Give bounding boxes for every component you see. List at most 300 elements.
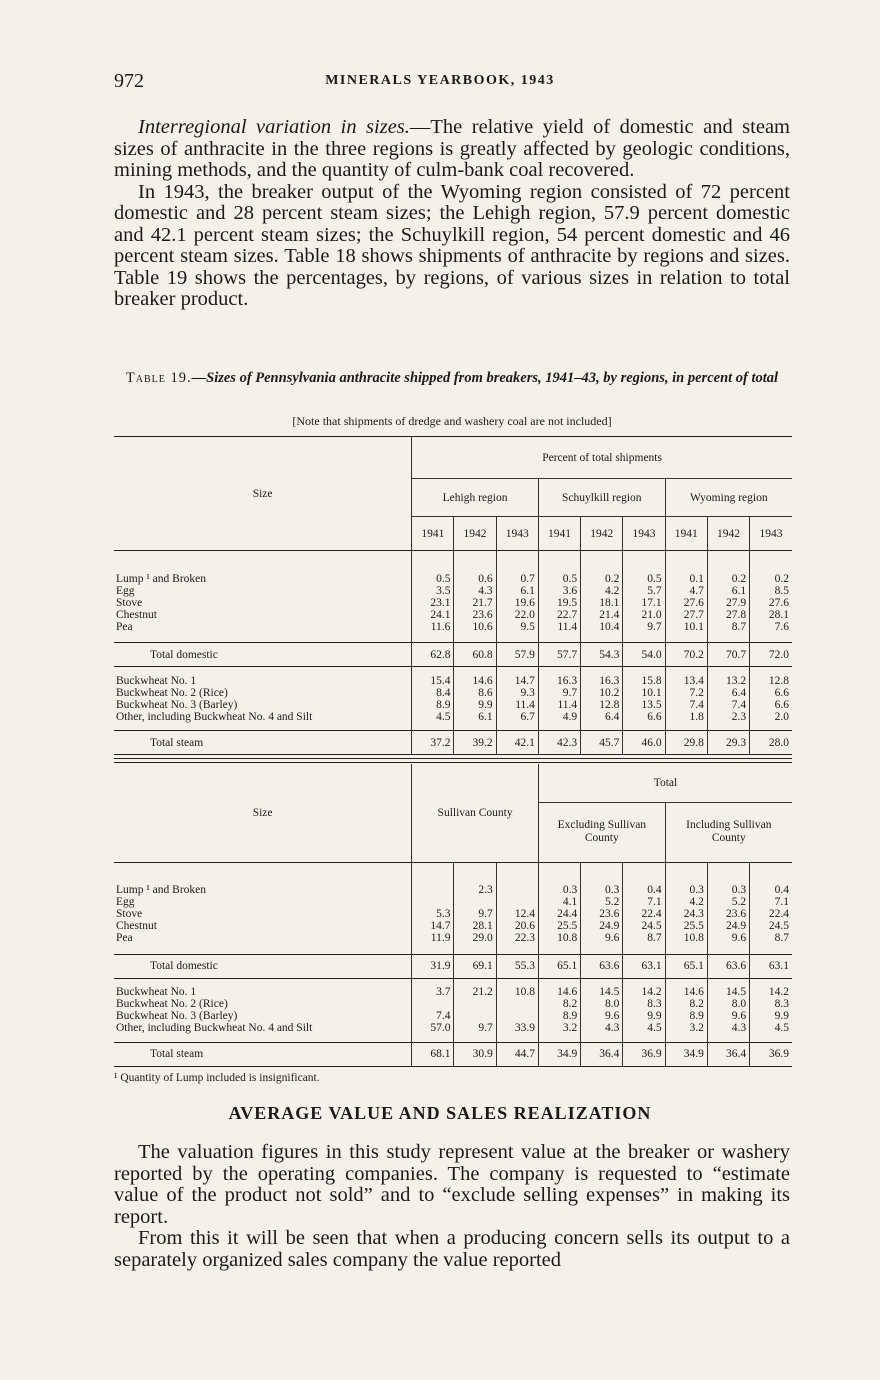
table-cell: 21.4 [581, 609, 623, 621]
spacer-cell [623, 667, 665, 675]
table-cell: 27.8 [707, 609, 749, 621]
table-cell [496, 896, 538, 908]
table-cell: 6.7 [496, 711, 538, 723]
table-cell: 6.4 [707, 687, 749, 699]
year-header: 1943 [750, 517, 792, 551]
table-cell: 5.2 [581, 896, 623, 908]
table-cell: 27.6 [750, 597, 792, 609]
year-header: 1942 [581, 517, 623, 551]
table-cell: 62.8 [412, 643, 454, 667]
table-cell: 9.3 [496, 687, 538, 699]
table-cell: 9.9 [454, 699, 496, 711]
table-cell: 29.3 [707, 731, 749, 755]
total-header: Total [538, 764, 792, 802]
group-header: Percent of total shipments [412, 437, 792, 479]
table-cell: 63.1 [750, 954, 792, 978]
table-cell: 10.1 [665, 621, 707, 633]
spacer-cell [454, 1034, 496, 1042]
table-cell: 18.1 [581, 597, 623, 609]
table-cell [454, 1010, 496, 1022]
table-cell: 4.5 [412, 711, 454, 723]
row-label: Pea [116, 620, 133, 633]
table-cell: 13.4 [665, 675, 707, 687]
table-cell: 12.8 [581, 699, 623, 711]
table-cell: 0.4 [623, 884, 665, 896]
table-cell: 25.5 [665, 920, 707, 932]
spacer-cell [538, 862, 580, 884]
page-number: 972 [114, 70, 144, 92]
table-cell: 19.6 [496, 597, 538, 609]
table-row [114, 908, 792, 920]
table-cell: 27.7 [665, 609, 707, 621]
spacer-cell [623, 944, 665, 954]
table-cell: 54.0 [623, 643, 665, 667]
spacer-cell [750, 723, 792, 731]
table-cell: 0.2 [581, 573, 623, 585]
spacer-cell [496, 862, 538, 884]
spacer-cell [454, 944, 496, 954]
table-row [114, 711, 792, 723]
table-cell: 24.3 [665, 908, 707, 920]
year-header: 1941 [412, 517, 454, 551]
row-label: Stove [116, 908, 143, 920]
table-cell: 0.1 [665, 573, 707, 585]
double-rule [114, 758, 792, 763]
table-cell: 63.6 [581, 954, 623, 978]
table-cell: 63.6 [707, 954, 749, 978]
table-cell: 9.9 [623, 1010, 665, 1022]
spacer-cell [114, 944, 412, 954]
table-cell: 30.9 [454, 1042, 496, 1066]
table-cell: 29.8 [665, 731, 707, 755]
spacer-cell [581, 1034, 623, 1042]
spacer-cell [581, 862, 623, 884]
year-header: 1941 [665, 517, 707, 551]
size-header: Size [114, 437, 412, 551]
table-cell: 4.2 [665, 896, 707, 908]
table-cell: 5.7 [623, 585, 665, 597]
intro-paragraph-2: In 1943, the breaker output of the Wyoming region consisted of 72 percent domestic and 28 percent steam sizes; the Lehigh region, 57.9 percent domestic and 42.1 percent steam sizes; the Schuylkill region, 54 percent domestic and 46 percent steam sizes. Table 18 shows shipments of anthracite by regions and sizes. Table 19 shows the percentages, by regions, of various sizes in relation to total breaker product. [114, 180, 790, 310]
spacer-cell [581, 723, 623, 731]
table-cell: 10.6 [454, 621, 496, 633]
table-cell: 6.1 [707, 585, 749, 597]
table-cell: 8.4 [412, 687, 454, 699]
spacer-cell [454, 633, 496, 643]
spacer-cell [707, 862, 749, 884]
spacer-cell [707, 633, 749, 643]
table-cell: 8.7 [623, 932, 665, 944]
table-row [114, 1022, 792, 1034]
table-cell: 15.8 [623, 675, 665, 687]
table-cell: 0.2 [707, 573, 749, 585]
row-label: Other, including Buckwheat No. 4 and Silt [116, 1022, 313, 1034]
table-cell: 4.3 [581, 1022, 623, 1034]
section-paragraph-2: From this it will be seen that when a producing concern sells its output to a separately organized sales company the value reported [114, 1227, 790, 1271]
spacer-cell [665, 723, 707, 731]
table-cell: 16.3 [538, 675, 580, 687]
row-label: Buckwheat No. 2 (Rice) [116, 998, 228, 1010]
table-cell: 9.7 [454, 908, 496, 920]
table-cell: 11.4 [496, 699, 538, 711]
table-cell: 11.9 [412, 932, 454, 944]
table-cell: 9.7 [538, 687, 580, 699]
table-cell [496, 884, 538, 896]
spacer-cell [496, 667, 538, 675]
table-cell: 65.1 [538, 954, 580, 978]
table-cell: 36.4 [581, 1042, 623, 1066]
excluding-header: Excluding Sullivan County [538, 802, 665, 862]
table-cell: 4.2 [581, 585, 623, 597]
table-cell: 24.5 [750, 920, 792, 932]
table-cell: 69.1 [454, 954, 496, 978]
spacer-cell [581, 551, 623, 573]
table-cell: 2.0 [750, 711, 792, 723]
section-paragraph-1: The valuation figures in this study represent value at the breaker or washery reported by the operating companies. The company is requested to “estimate value of the product not sold” and to “exclude selling expenses” in making its report. [114, 1141, 790, 1228]
spacer-cell [538, 978, 580, 986]
table-sullivan-header [114, 764, 792, 862]
spacer-cell [665, 978, 707, 986]
table-cell: 14.2 [623, 986, 665, 998]
table-cell: 4.7 [665, 585, 707, 597]
spacer-cell [496, 1034, 538, 1042]
table-cell: 29.0 [454, 932, 496, 944]
table-cell: 14.6 [454, 675, 496, 687]
table-cell: 0.7 [496, 573, 538, 585]
table-cell [496, 998, 538, 1010]
table-cell: 63.1 [623, 954, 665, 978]
spacer-cell [412, 633, 454, 643]
table-cell: 5.2 [707, 896, 749, 908]
table-cell: 4.3 [707, 1022, 749, 1034]
table-cell: 9.6 [581, 932, 623, 944]
row-label: Buckwheat No. 3 (Barley) [116, 698, 238, 711]
table-sullivan-body [114, 862, 792, 1066]
year-header: 1943 [623, 517, 665, 551]
spacer-cell [707, 667, 749, 675]
year-header: 1942 [707, 517, 749, 551]
table-row [114, 609, 792, 621]
row-label: Chestnut [116, 608, 157, 621]
row-label: Total steam [114, 731, 412, 755]
table-cell: 57.7 [538, 643, 580, 667]
table-row [114, 585, 792, 597]
spacer-cell [623, 978, 665, 986]
spacer-cell [496, 633, 538, 643]
table-cell: 21.0 [623, 609, 665, 621]
spacer-row [114, 978, 792, 986]
table-cell: 23.1 [412, 597, 454, 609]
including-header: Including Sullivan County [665, 802, 792, 862]
running-title: MINERALS YEARBOOK, 1943 [325, 73, 555, 88]
table-cell: 6.6 [750, 687, 792, 699]
table-cell: 19.5 [538, 597, 580, 609]
spacer-cell [412, 551, 454, 573]
table-cell: 72.0 [750, 643, 792, 667]
spacer-cell [750, 862, 792, 884]
table-row [114, 896, 792, 908]
table-cell: 3.2 [665, 1022, 707, 1034]
table-cell: 10.4 [581, 621, 623, 633]
table-cell: 25.5 [538, 920, 580, 932]
table-cell: 0.3 [707, 884, 749, 896]
table-cell: 8.3 [623, 998, 665, 1010]
table-cell: 9.6 [581, 1010, 623, 1022]
total-steam-row [114, 1042, 792, 1066]
spacer-cell [412, 944, 454, 954]
table-cell: 46.0 [623, 731, 665, 755]
table-cell: 42.3 [538, 731, 580, 755]
table-cell: 15.4 [412, 675, 454, 687]
table-row [114, 920, 792, 932]
spacer-cell [707, 723, 749, 731]
total-domestic-row [114, 643, 792, 667]
table-row [114, 986, 792, 998]
table-cell: 7.1 [623, 896, 665, 908]
table-sullivan-total [114, 764, 792, 1067]
spacer-cell [665, 667, 707, 675]
table-cell: 3.2 [538, 1022, 580, 1034]
table-cell: 8.7 [707, 621, 749, 633]
row-label: Egg [116, 584, 135, 597]
row-label: Other, including Buckwheat No. 4 and Silt [116, 710, 313, 723]
spacer-cell [412, 723, 454, 731]
table-cell: 33.9 [496, 1022, 538, 1034]
table-cell: 55.3 [496, 954, 538, 978]
row-label: Buckwheat No. 2 (Rice) [116, 686, 228, 699]
table-cell: 0.4 [750, 884, 792, 896]
table-cell: 14.5 [707, 986, 749, 998]
table-cell: 36.4 [707, 1042, 749, 1066]
table-cell: 13.2 [707, 675, 749, 687]
spacer-cell [623, 862, 665, 884]
spacer-row [114, 667, 792, 675]
table-cell: 9.5 [496, 621, 538, 633]
spacer-cell [623, 723, 665, 731]
table-cell: 12.4 [496, 908, 538, 920]
table-cell: 28.1 [750, 609, 792, 621]
table-row [114, 1010, 792, 1022]
table-title: —Sizes of Pennsylvania anthracite shipped from breakers, 1941–43, by regions, in percent of total [191, 370, 779, 386]
table-cell: 14.5 [581, 986, 623, 998]
spacer-cell [114, 633, 412, 643]
table-cell: 54.3 [581, 643, 623, 667]
spacer-cell [412, 978, 454, 986]
table-cell: 23.6 [707, 908, 749, 920]
table-cell: 8.9 [665, 1010, 707, 1022]
spacer-cell [454, 667, 496, 675]
table-cell: 14.6 [538, 986, 580, 998]
table-caption [114, 370, 790, 387]
spacer-row [114, 551, 792, 573]
table-cell: 28.1 [454, 920, 496, 932]
table-cell: 8.2 [538, 998, 580, 1010]
spacer-cell [750, 978, 792, 986]
spacer-cell [538, 1034, 580, 1042]
spacer-cell [665, 551, 707, 573]
table-cell: 9.7 [623, 621, 665, 633]
table-row [114, 573, 792, 585]
table-row [114, 597, 792, 609]
total-domestic-row [114, 954, 792, 978]
spacer-cell [538, 667, 580, 675]
footnote: ¹ Quantity of Lump included is insignificant. [114, 1072, 320, 1084]
row-label: Pea [116, 932, 133, 944]
table-regions [114, 436, 792, 755]
table-cell: 5.3 [412, 908, 454, 920]
spacer-cell [665, 1034, 707, 1042]
spacer-cell [114, 551, 412, 573]
spacer-cell [581, 944, 623, 954]
table-cell: 0.3 [538, 884, 580, 896]
table-cell: 8.7 [750, 932, 792, 944]
size-header: Size [114, 764, 412, 862]
spacer-cell [412, 667, 454, 675]
table-cell: 14.2 [750, 986, 792, 998]
intro-paragraph-1 [114, 117, 790, 182]
table-cell: 37.2 [412, 731, 454, 755]
table-cell: 17.1 [623, 597, 665, 609]
spacer-cell [454, 723, 496, 731]
spacer-cell [623, 551, 665, 573]
sullivan-header: Sullivan County [412, 764, 539, 862]
table-cell: 7.4 [665, 699, 707, 711]
spacer-cell [665, 944, 707, 954]
table-row [114, 621, 792, 633]
spacer-cell [750, 667, 792, 675]
total-steam-row [114, 731, 792, 755]
spacer-cell [581, 667, 623, 675]
table-cell: 10.8 [538, 932, 580, 944]
table-cell: 6.4 [581, 711, 623, 723]
spacer-cell [750, 1034, 792, 1042]
year-header: 1943 [496, 517, 538, 551]
table-regions-body [114, 551, 792, 755]
table-cell: 8.0 [581, 998, 623, 1010]
table-cell: 8.6 [454, 687, 496, 699]
table-cell: 22.7 [538, 609, 580, 621]
table-cell: 65.1 [665, 954, 707, 978]
table-cell: 2.3 [454, 884, 496, 896]
spacer-cell [707, 944, 749, 954]
table-cell: 9.9 [750, 1010, 792, 1022]
spacer-cell [750, 551, 792, 573]
table-cell: 57.0 [412, 1022, 454, 1034]
row-label: Total domestic [114, 643, 412, 667]
table-cell: 2.3 [707, 711, 749, 723]
table-row [114, 675, 792, 687]
intro-text [114, 117, 790, 311]
table-cell: 39.2 [454, 731, 496, 755]
spacer-cell [454, 551, 496, 573]
table-cell: 20.6 [496, 920, 538, 932]
table-cell [454, 998, 496, 1010]
table-cell: 28.0 [750, 731, 792, 755]
table-cell: 68.1 [412, 1042, 454, 1066]
table-cell: 6.6 [750, 699, 792, 711]
section-text [114, 1142, 790, 1271]
table-cell: 23.6 [581, 908, 623, 920]
header-row [114, 437, 792, 479]
table-cell: 4.5 [623, 1022, 665, 1034]
spacer-cell [538, 944, 580, 954]
table-cell [454, 896, 496, 908]
region-header: Schuylkill region [538, 479, 665, 517]
table-cell: 6.1 [454, 711, 496, 723]
row-label: Egg [116, 896, 135, 908]
table-cell: 27.9 [707, 597, 749, 609]
table-cell: 21.7 [454, 597, 496, 609]
spacer-cell [623, 633, 665, 643]
spacer-cell [114, 723, 412, 731]
spacer-cell [581, 633, 623, 643]
spacer-cell [454, 862, 496, 884]
table-cell: 44.7 [496, 1042, 538, 1066]
table-cell: 60.8 [454, 643, 496, 667]
spacer-cell [412, 1034, 454, 1042]
table-cell: 4.9 [538, 711, 580, 723]
table-row [114, 998, 792, 1010]
intro-paragraph-1-text: —The relative yield of domestic and steam sizes of anthracite in the three regions is greatly affected by geologic conditions, mining methods, and the quantity of culm-bank coal recovered. [114, 116, 790, 181]
table-cell: 0.3 [665, 884, 707, 896]
table-cell: 7.1 [750, 896, 792, 908]
spacer-cell [114, 862, 412, 884]
spacer-cell [538, 551, 580, 573]
spacer-row [114, 944, 792, 954]
spacer-cell [496, 551, 538, 573]
table-cell: 9.7 [454, 1022, 496, 1034]
spacer-cell [707, 551, 749, 573]
spacer-cell [707, 1034, 749, 1042]
row-label: Buckwheat No. 3 (Barley) [116, 1010, 238, 1022]
spacer-cell [496, 723, 538, 731]
table-cell: 24.5 [623, 920, 665, 932]
table-cell: 10.8 [496, 986, 538, 998]
table-cell: 6.1 [496, 585, 538, 597]
table-cell: 12.8 [750, 675, 792, 687]
row-label: Stove [116, 596, 143, 609]
spacer-cell [750, 944, 792, 954]
table-cell: 24.9 [581, 920, 623, 932]
spacer-row [114, 723, 792, 731]
table-number: Table 19. [125, 370, 192, 386]
table-row [114, 884, 792, 896]
table-cell: 24.1 [412, 609, 454, 621]
table-cell: 13.5 [623, 699, 665, 711]
spacer-cell [707, 978, 749, 986]
table-cell: 36.9 [750, 1042, 792, 1066]
table-cell: 7.2 [665, 687, 707, 699]
table-cell: 7.6 [750, 621, 792, 633]
spacer-cell [496, 944, 538, 954]
table-cell: 8.3 [750, 998, 792, 1010]
section-heading: AVERAGE VALUE AND SALES REALIZATION [228, 1103, 652, 1123]
region-header: Lehigh region [412, 479, 539, 517]
row-label: Lump ¹ and Broken [116, 884, 207, 896]
table-cell: 0.6 [454, 573, 496, 585]
spacer-cell [665, 862, 707, 884]
table-cell: 34.9 [665, 1042, 707, 1066]
table-cell: 7.4 [707, 699, 749, 711]
spacer-row [114, 1034, 792, 1042]
table-cell: 70.2 [665, 643, 707, 667]
table-cell: 14.7 [496, 675, 538, 687]
table-cell: 21.2 [454, 986, 496, 998]
table-cell: 0.5 [623, 573, 665, 585]
table-cell: 22.4 [623, 908, 665, 920]
table-regions-header [114, 437, 792, 551]
table-cell: 24.9 [707, 920, 749, 932]
table-cell: 24.4 [538, 908, 580, 920]
